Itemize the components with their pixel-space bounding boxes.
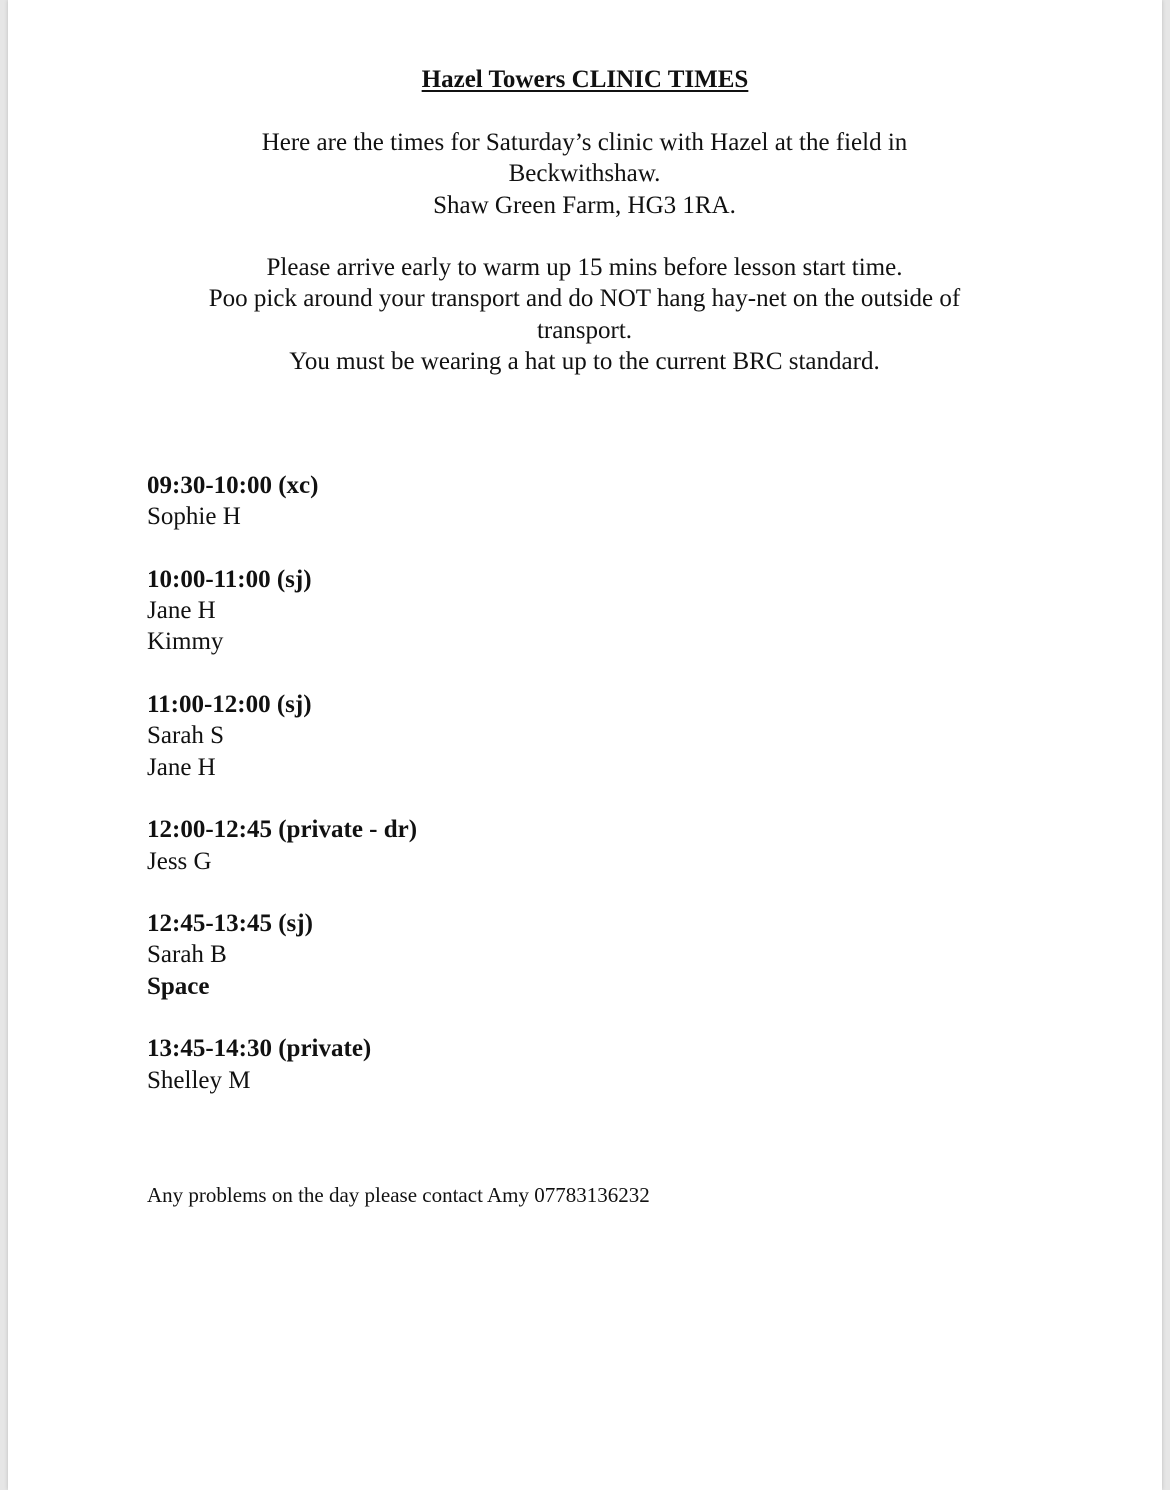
rider-name: Kimmy <box>147 628 224 656</box>
schedule-slot <box>147 470 947 533</box>
rules-line: Poo pick around your transport and do NOT hang hay-net on the outside of <box>208 285 961 313</box>
slot-time: 11:00-12:00 (sj) <box>147 691 312 719</box>
slot-time: 12:00-12:45 (private - dr) <box>147 816 418 844</box>
schedule-slot <box>147 908 947 1002</box>
schedule-slot <box>147 689 947 783</box>
slot-time: 13:45-14:30 (private) <box>147 1035 372 1063</box>
rules-line: Please arrive early to warm up 15 mins before lesson start time. <box>266 254 903 281</box>
intro-line: Beckwithshaw. <box>508 160 661 188</box>
document-title: Hazel Towers CLINIC TIMES <box>421 66 749 93</box>
schedule-slot <box>147 564 947 658</box>
schedule-slot <box>147 1033 947 1096</box>
slot-time: 09:30-10:00 (xc) <box>147 472 319 499</box>
slot-time: 12:45-13:45 (sj) <box>147 910 313 938</box>
rider-name: Sophie H <box>147 503 241 531</box>
document-page <box>8 0 1162 1490</box>
contact-note: Any problems on the day please contact Amy 07783136232 <box>147 1183 650 1207</box>
rules-line: transport. <box>536 316 633 344</box>
rules-block <box>163 252 1006 377</box>
rider-name: Sarah B <box>147 941 227 969</box>
rider-name: Jane H <box>147 753 216 781</box>
intro-line: Here are the times for Saturday’s clinic with Hazel at the field in <box>261 129 908 156</box>
open-space-label: Space <box>147 972 210 1000</box>
schedule-list <box>147 470 947 1127</box>
rider-name: Sarah S <box>147 722 225 750</box>
rider-name: Jess G <box>147 847 212 875</box>
rider-name: Jane H <box>147 597 216 625</box>
schedule-slot <box>147 814 947 877</box>
slot-time: 10:00-11:00 (sj) <box>147 565 312 593</box>
intro-block <box>163 127 1006 221</box>
rider-name: Shelley M <box>147 1066 251 1094</box>
rules-line: You must be wearing a hat up to the current BRC standard. <box>289 347 880 375</box>
intro-line: Shaw Green Farm, HG3 1RA. <box>433 191 736 219</box>
